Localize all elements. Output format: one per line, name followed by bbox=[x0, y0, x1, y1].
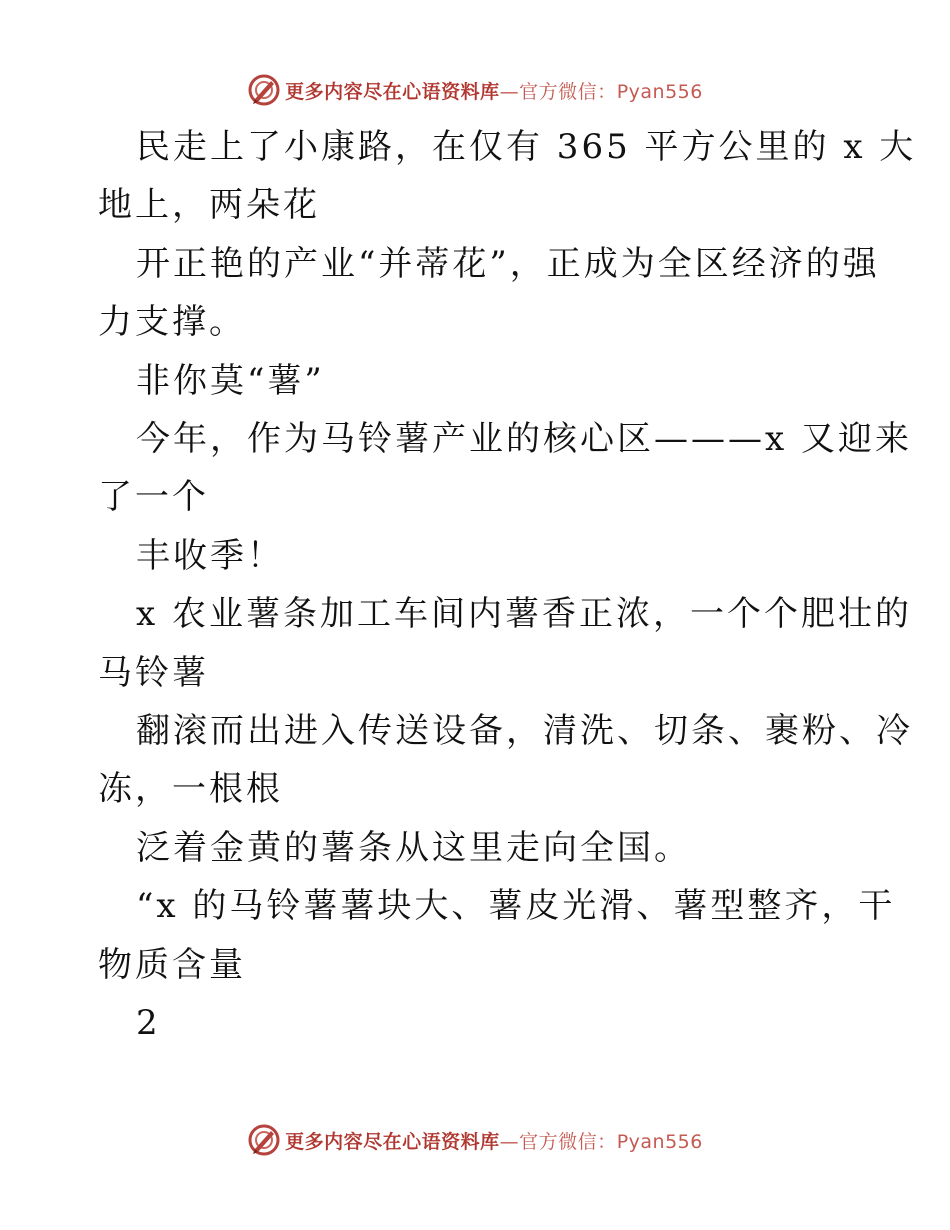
section-heading: 非你莫“薯” bbox=[136, 361, 325, 401]
banner-wechat-label: 官方微信： bbox=[519, 1130, 617, 1153]
paragraph-line: 今年，作为马铃薯产业的核心区———x 又迎来 bbox=[136, 419, 912, 459]
banner-brand: 更多内容尽在心语资料库 bbox=[285, 80, 500, 103]
banner-dash: — bbox=[499, 1130, 520, 1153]
paragraph-line: “x 的马铃薯薯块大、薯皮光滑、薯型整齐，干 bbox=[136, 886, 896, 926]
paragraph-line: 翻滚而出进入传送设备，清洗、切条、裹粉、冷 bbox=[136, 711, 913, 751]
paragraph-line: 民走上了小康路，在仅有 365 平方公里的 x 大 bbox=[136, 127, 917, 167]
paragraph-line: x 农业薯条加工车间内薯香正浓，一个个肥壮的 bbox=[136, 594, 912, 634]
banner-wechat-id: Pyan556 bbox=[616, 1130, 703, 1153]
paragraph-line: 了一个 bbox=[98, 477, 209, 517]
banner-brand: 更多内容尽在心语资料库 bbox=[285, 1130, 500, 1153]
paragraph-line: 冻，一根根 bbox=[98, 769, 283, 809]
banner-dash: — bbox=[499, 80, 520, 103]
pen-logo-icon bbox=[247, 1123, 281, 1157]
banner-text bbox=[285, 77, 703, 104]
page-number: 2 bbox=[136, 1003, 161, 1043]
banner-wechat-label: 官方微信： bbox=[519, 80, 617, 103]
paragraph-line: 马铃薯 bbox=[98, 653, 209, 693]
paragraph-line: 力支撑。 bbox=[98, 302, 246, 342]
banner-wechat-id: Pyan556 bbox=[616, 80, 703, 103]
paragraph-line: 丰收季！ bbox=[136, 536, 284, 576]
paragraph-line: 物质含量 bbox=[98, 945, 246, 985]
header-banner bbox=[0, 70, 950, 110]
paragraph-line: 泛着金黄的薯条从这里走向全国。 bbox=[136, 828, 691, 868]
banner-text bbox=[285, 1127, 703, 1154]
footer-banner bbox=[0, 1120, 950, 1160]
paragraph-line: 地上，两朵花 bbox=[98, 185, 320, 225]
paragraph-line: 开正艳的产业“并蒂花”，正成为全区经济的强 bbox=[136, 244, 880, 284]
pen-logo-icon bbox=[247, 73, 281, 107]
